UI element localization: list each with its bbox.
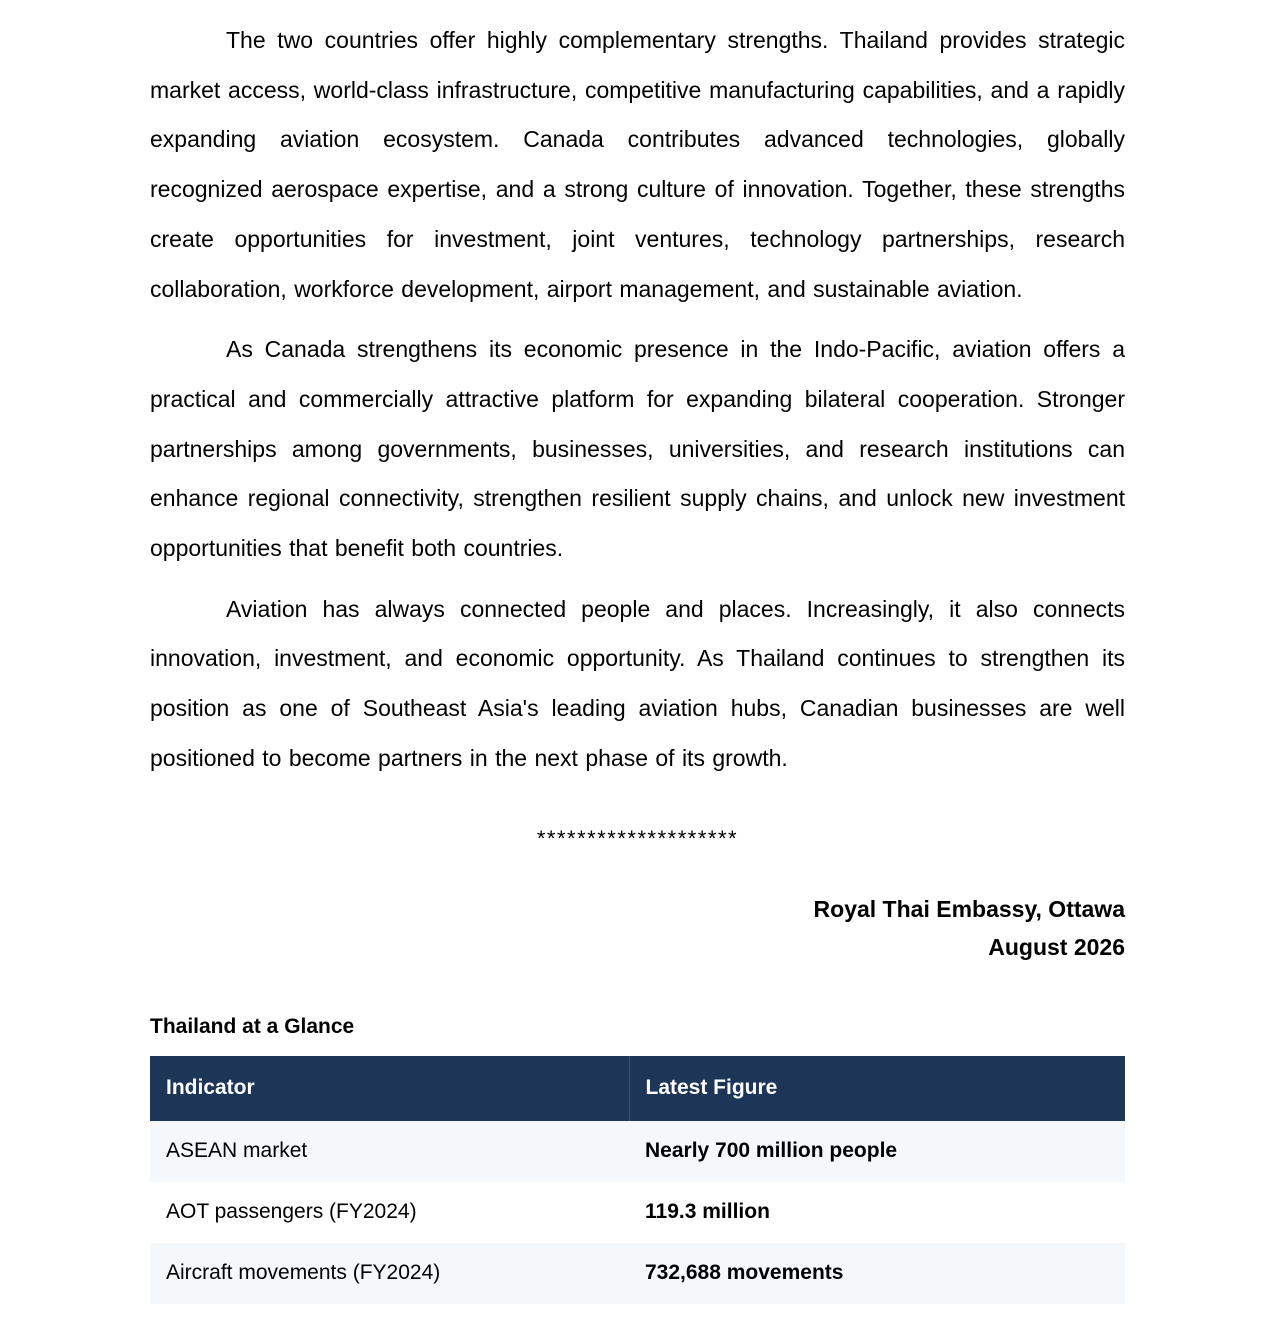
signature-organization: Royal Thai Embassy, Ottawa <box>813 895 1125 922</box>
indicator-cell: Aircraft movements (FY2024) <box>150 1243 629 1304</box>
header-latest-figure: Latest Figure <box>629 1056 1125 1121</box>
table-row <box>150 1182 1125 1243</box>
section-divider: ******************** <box>536 825 739 851</box>
signature-block <box>150 890 1125 966</box>
document-page <box>150 16 1125 1304</box>
figure-cell: Nearly 700 million people <box>629 1121 1125 1182</box>
glance-table-title: Thailand at a Glance <box>150 1014 355 1038</box>
table-row <box>150 1121 1125 1182</box>
body-paragraph-2: As Canada strengthens its economic presence in the Indo-Pacific, aviation offers a practical and commercially attractive platform for expanding bilateral cooperation. Stronger partnerships among governments, businesses, universities, and research institutions can enhance regional connectivity, strengthen resilient supply chains, and unlock new investment opportunities that benefit both countries. <box>150 336 1125 562</box>
indicator-cell: AOT passengers (FY2024) <box>150 1182 629 1243</box>
body-paragraph-1: The two countries offer highly complementary strengths. Thailand provides strategic market access, world-class infrastructure, competitive manufacturing capabilities, and a rapidly expanding aviation ecosystem. Canada contributes advanced technologies, globally recognized aerospace expertise, and a strong culture of innovation. Together, these strengths create opportunities for investment, joint ventures, technology partnerships, research collaboration, workforce development, airport management, and sustainable aviation. <box>150 27 1125 302</box>
table-row <box>150 1243 1125 1304</box>
indicator-cell: ASEAN market <box>150 1121 629 1182</box>
body-paragraph-3: Aviation has always connected people and places. Increasingly, it also connects innovation, investment, and economic opportunity. As Thailand continues to strengthen its position as one of Southeast Asia's leading aviation hubs, Canadian businesses are well positioned to become partners in the next phase of its growth. <box>150 595 1125 771</box>
header-indicator: Indicator <box>150 1056 629 1121</box>
glance-table <box>150 1056 1125 1304</box>
signature-date: August 2026 <box>988 933 1125 960</box>
figure-cell: 119.3 million <box>629 1182 1125 1243</box>
table-header-row <box>150 1056 1125 1121</box>
figure-cell: 732,688 movements <box>629 1243 1125 1304</box>
